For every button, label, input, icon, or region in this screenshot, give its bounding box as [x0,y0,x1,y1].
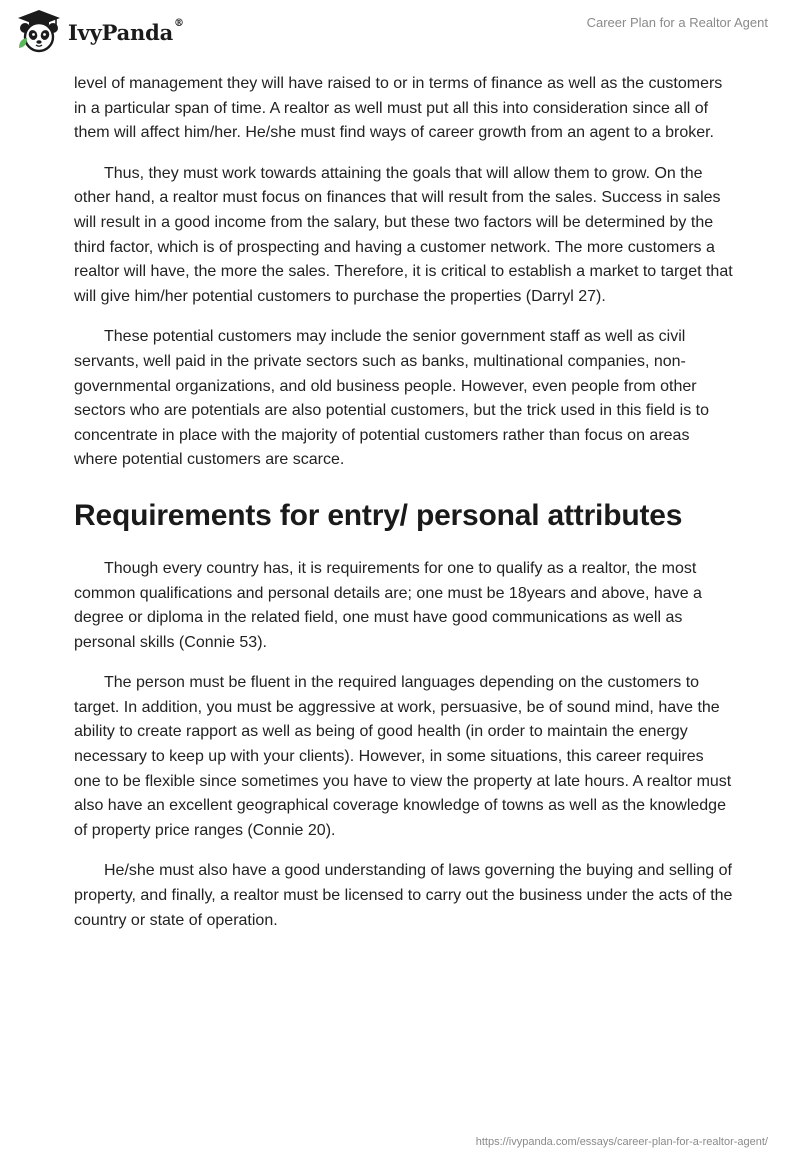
ivypanda-logo[interactable] [16,8,184,54]
document-title: Career Plan for a Realtor Agent [586,15,768,30]
paragraph: These potential customers may include the senior government staff as well as civil servants, well paid in the private sectors such as banks, multinational companies, non-governmental organizations, and old business people. However, even people from other sectors who are potentials are also potential customers, but the trick used in this field is to concentrate in place with the majority of potential customers rather than focus on areas where potential customers are scarce. [74,328,709,469]
page-header [0,0,800,60]
registered-mark: ® [174,17,184,29]
essay-body [74,72,734,949]
paragraph-continued: level of management they will have raised to or in terms of finance as well as the customers in a particular span of time. A realtor as well must put all this into consideration since all of them will affect him/her. He/she must find ways of career growth from an agent to a broker. [74,75,723,142]
paragraph: He/she must also have a good understanding of laws governing the buying and selling of property, and finally, a realtor must be licensed to carry out the business under the acts of the country or state of operation. [74,862,733,929]
logo-wordmark: IvyPanda® [68,17,184,45]
panda-graduate-icon [16,8,62,54]
section-heading: Requirements for entry/ personal attributes [74,498,683,532]
paragraph: Thus, they must work towards attaining the goals that will allow them to grow. On the other hand, a realtor must focus on finances that will result from the sales. Success in sales will result in a good income from the salary, but these two factors will be determined by the third factor, which is of prospecting and having a customer network. The more customers a realtor will have, the more the sales. Therefore, it is critical to establish a market to target that will give him/her potential customers to purchase the properties (Darryl 27). [74,164,733,305]
paragraph: Though every country has, it is requirements for one to qualify as a realtor, the most common qualifications and personal details are; one must be 18years and above, have a degree or diploma in the related field, one must have good communications as well as personal skills (Connie 53). [74,559,702,651]
paragraph: The person must be fluent in the required languages depending on the customers to target. In addition, you must be aggressive at work, persuasive, be of sound mind, have the ability to create rapport as well as being of good health (in order to maintain the energy necessary to keep up with your clients). However, in some situations, this career requires one to be flexible since sometimes you have to view the property at late hours. A realtor must also have an excellent geographical coverage knowledge of towns as well as the knowledge of property price ranges (Connie 20). [74,674,732,839]
source-url[interactable]: https://ivypanda.com/essays/career-plan-for-a-realtor-agent/ [475,1136,768,1148]
